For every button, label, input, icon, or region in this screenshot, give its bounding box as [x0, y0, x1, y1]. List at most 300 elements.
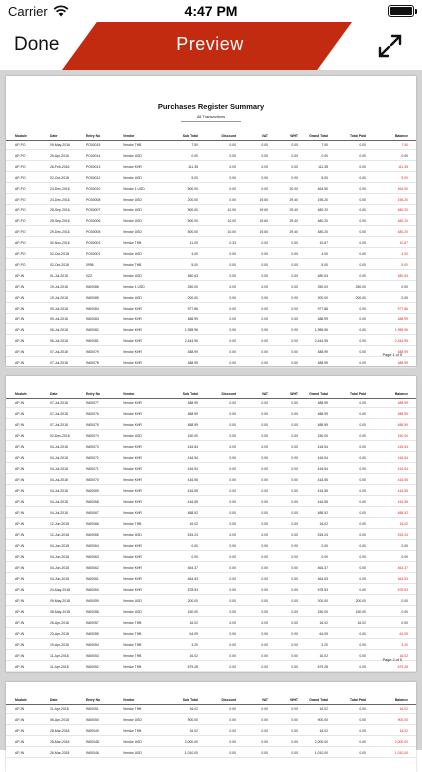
cell-module: AP-IN — [15, 577, 25, 581]
table-row — [6, 261, 416, 270]
cell-entry-no: IN00055 — [86, 632, 99, 636]
cell-discount: 0.00 — [229, 489, 236, 493]
cell-vendor: Vendor USD — [123, 751, 142, 755]
cell-wht: 0.00 — [291, 273, 298, 278]
cell-discount: 10.00 — [227, 219, 236, 224]
cell-date: 28-Sep-2016 — [50, 219, 70, 224]
cell-sub-total: 578.53 — [187, 588, 198, 592]
cell-wht: 0.00 — [291, 555, 298, 559]
cell-sub-total: 0.00 — [191, 153, 198, 158]
cell-discount: 0.00 — [229, 175, 236, 180]
table-row — [6, 348, 416, 357]
cell-wht: 0.00 — [291, 423, 298, 427]
cell-total-paid: 200.00 — [355, 295, 366, 300]
cell-vendor: Vendor THB — [123, 143, 142, 147]
cell-wht: 29.40 — [289, 230, 298, 235]
cell-vat: 0.00 — [261, 273, 268, 278]
cell-vat: 0.00 — [261, 577, 268, 581]
cell-date: 04-Jun-2018 — [50, 555, 70, 559]
nav-bar — [0, 22, 422, 70]
cell-wht: 29.40 — [289, 208, 298, 213]
cell-sub-total: 416.54 — [187, 467, 198, 471]
cell-vendor: Vendor KHR — [123, 478, 142, 482]
cell-module: AP-IN — [15, 751, 25, 755]
cell-entry-no: IN00054 — [86, 643, 99, 647]
table-row — [6, 206, 416, 215]
cell-discount: 0.00 — [229, 718, 236, 722]
cell-date: 04-Jul-2018 — [50, 456, 68, 460]
cell-total-paid: 0.00 — [359, 489, 366, 493]
table-row — [6, 738, 416, 747]
table-row — [6, 705, 416, 714]
table-row — [6, 283, 416, 292]
cell-total-paid: 0.00 — [359, 445, 366, 449]
table-row — [6, 542, 416, 551]
cell-total-paid: 0.00 — [359, 219, 366, 224]
cell-vendor: Vendor THB — [123, 262, 142, 267]
column-header-module: Module — [15, 698, 27, 702]
cell-sub-total: 5.00 — [191, 175, 198, 180]
cell-discount: 0.00 — [229, 143, 236, 147]
cell-balance: 2,444.95 — [394, 339, 408, 344]
column-header-vat: VAT — [261, 134, 268, 138]
cell-sub-total: 416.55 — [187, 489, 198, 493]
cell-date: 06-Jul-2018 — [50, 328, 68, 333]
cell-entry-no: PO00010 — [86, 186, 101, 191]
cell-vat: 0.00 — [261, 186, 268, 191]
cell-module: AP-IN — [15, 350, 25, 355]
cell-module: AP-IN — [15, 434, 25, 438]
cell-vendor: Vendor KHR — [123, 544, 142, 548]
cell-module: AP-IN — [15, 295, 25, 300]
cell-date: 09-Jul-2018 — [50, 306, 68, 311]
table-row — [6, 315, 416, 324]
column-header-balance: Balance — [394, 392, 408, 396]
cell-vat: 0.00 — [261, 401, 268, 405]
cell-discount: 0.00 — [229, 153, 236, 158]
column-header-entry-no: Entry No — [86, 698, 101, 702]
cell-date: 11-Apr-2018 — [50, 707, 69, 711]
cell-vendor: Vendor THB — [123, 729, 142, 733]
cell-vat: 0.00 — [261, 350, 268, 355]
cell-module: AP-PO — [15, 153, 26, 158]
cell-date: 04-Jun-2018 — [50, 566, 70, 570]
cell-total-paid: 0.00 — [359, 478, 366, 482]
column-header-date: Date — [50, 134, 58, 138]
cell-total-paid: 0.00 — [359, 153, 366, 158]
cell-module: AP-IN — [15, 654, 25, 658]
cell-vat: 19.60 — [259, 197, 268, 202]
cell-vendor: Vendor KHR — [123, 467, 142, 471]
cell-date: 08-May-2018 — [50, 610, 70, 614]
cell-vendor: Vendor USD — [123, 273, 142, 278]
cell-module: AP-PO — [15, 230, 26, 235]
cell-sub-total: 5.00 — [191, 262, 198, 267]
cell-vendor: Vendor KHR — [123, 423, 142, 427]
cell-date: 04-Jun-2018 — [50, 544, 70, 548]
cell-sub-total: 464.37 — [187, 566, 198, 570]
cell-grand-total: 2,000.00 — [314, 740, 328, 744]
cell-vendor: Vendor KHR — [123, 361, 142, 365]
cell-total-paid: 0.00 — [359, 566, 366, 570]
cell-total-paid: 0.00 — [359, 643, 366, 647]
cell-module: AP-IN — [15, 511, 25, 515]
cell-grand-total: 488.99 — [317, 317, 328, 322]
cell-balance: 16.02 — [399, 707, 408, 711]
cell-entry-no: IN00075 — [86, 423, 99, 427]
cell-entry-no: PO00005 — [86, 230, 101, 235]
table-row — [6, 359, 416, 368]
table-row — [6, 663, 416, 672]
cell-module: AP-PO — [15, 219, 26, 224]
cell-module: AP-IN — [15, 599, 25, 603]
cell-module: AP-IN — [15, 718, 25, 722]
cell-wht: 0.00 — [291, 284, 298, 289]
table-row — [6, 575, 416, 584]
cell-entry-no: PO00003 — [86, 241, 101, 246]
cell-discount: 0.00 — [229, 306, 236, 311]
cell-entry-no: IN00062 — [86, 566, 99, 570]
cell-discount: 0.00 — [229, 423, 236, 427]
cell-discount: 0.00 — [229, 555, 236, 559]
cell-date: 19-Jul-2018 — [50, 284, 68, 289]
cell-module: AP-IN — [15, 412, 25, 416]
nav-title: Preview — [176, 34, 244, 54]
cell-balance: 416.54 — [397, 445, 408, 449]
cell-wht: 0.00 — [291, 339, 298, 344]
column-header-module: Module — [15, 134, 27, 138]
cell-grand-total: 0.00 — [321, 153, 328, 158]
cell-balance: 488.99 — [397, 423, 408, 427]
cell-sub-total: 500.00 — [187, 230, 198, 235]
cell-wht: 0.00 — [291, 456, 298, 460]
cell-wht: 0.00 — [291, 306, 298, 311]
cell-entry-no: PO00001 — [86, 252, 101, 256]
cell-grand-total: 2,444.95 — [314, 339, 328, 344]
cell-sub-total: 416.55 — [187, 500, 198, 504]
cell-date: 26-Apr-2018 — [50, 621, 69, 625]
document-preview[interactable] — [0, 70, 422, 755]
cell-total-paid: 0.00 — [359, 665, 366, 669]
cell-sub-total: 200.00 — [187, 197, 198, 202]
table-row — [6, 228, 416, 237]
cell-module: AP-PO — [15, 186, 26, 191]
cell-balance: 7.50 — [401, 143, 408, 147]
cell-date: 04-Jun-2018 — [50, 577, 70, 581]
cell-grand-total: 0.00 — [321, 544, 328, 548]
cell-vendor: Vendor 1 USD — [123, 186, 145, 191]
cell-module: AP-IN — [15, 621, 25, 625]
cell-grand-total: 4.00 — [321, 252, 328, 256]
cell-total-paid: 0.00 — [359, 175, 366, 180]
cell-module: AP-IN — [15, 478, 25, 482]
cell-entry-no: IN00084 — [86, 306, 99, 311]
cell-vat: 0.00 — [261, 500, 268, 504]
cell-vat: 0.00 — [261, 522, 268, 526]
cell-total-paid: 150.00 — [355, 610, 366, 614]
cell-balance: 488.99 — [397, 317, 408, 322]
cell-vendor: Vendor USD — [123, 219, 142, 224]
cell-vat: 0.00 — [261, 555, 268, 559]
cell-vendor: Vendor THB — [123, 621, 142, 625]
cell-date: 26-Mar-2018 — [50, 751, 70, 755]
cell-grand-total: 480.20 — [317, 219, 328, 224]
cell-module: AP-IN — [15, 328, 25, 333]
cell-balance: 679.28 — [397, 665, 408, 669]
report-page — [6, 376, 416, 672]
cell-balance: 480.20 — [397, 230, 408, 235]
cell-date: 25-Apr-2016 — [50, 153, 69, 158]
cell-entry-no: PO00008 — [86, 197, 101, 202]
cell-total-paid: 0.00 — [359, 740, 366, 744]
cell-vat: 19.60 — [259, 219, 268, 224]
cell-balance: 196.20 — [397, 197, 408, 202]
cell-vendor: Vendor THB — [123, 707, 142, 711]
cell-date: 24-Dec-2016 — [50, 186, 70, 191]
cell-grand-total: 5.00 — [321, 262, 328, 267]
cell-module: AP-IN — [15, 500, 25, 504]
cell-total-paid: 0.00 — [359, 361, 366, 365]
done-button[interactable]: Done — [14, 34, 60, 55]
cell-total-paid: 200.00 — [355, 599, 366, 603]
cell-vat: 0.00 — [261, 632, 268, 636]
cell-entry-no: IN00065 — [86, 533, 99, 537]
table-header — [6, 390, 416, 399]
cell-date: 07-Jul-2018 — [50, 423, 68, 427]
cell-vendor: Vendor USD — [123, 153, 142, 158]
column-header-total-paid: Total Paid — [350, 134, 366, 138]
table-row — [6, 652, 416, 661]
cell-entry-no: 0998 — [86, 262, 94, 267]
cell-vendor: Vendor KHR — [123, 566, 142, 570]
cell-grand-total: 5.00 — [321, 175, 328, 180]
cell-module: AP-IN — [15, 566, 25, 570]
cell-entry-no: IN00067 — [86, 511, 99, 515]
cell-grand-total: 16.02 — [319, 621, 328, 625]
cell-date: 09-Jul-2018 — [50, 317, 68, 322]
cell-wht: 0.00 — [291, 577, 298, 581]
column-header-date: Date — [50, 698, 58, 702]
cell-discount: 0.00 — [229, 445, 236, 449]
cell-total-paid: 0.00 — [359, 306, 366, 311]
cell-wht: 0.00 — [291, 740, 298, 744]
cell-grand-total: 488.99 — [317, 350, 328, 355]
cell-balance: 1,955.96 — [394, 328, 408, 333]
cell-module: AP-IN — [15, 423, 25, 427]
cell-vat: 0.00 — [261, 361, 268, 365]
carrier-label: Carrier — [8, 3, 48, 19]
cell-discount: 0.00 — [229, 632, 236, 636]
cell-module: AP-PO — [15, 262, 26, 267]
column-header-entry-no: Entry No — [86, 392, 101, 396]
cell-wht: 0.00 — [291, 478, 298, 482]
table-row — [6, 727, 416, 736]
cell-grand-total: 1,010.00 — [314, 751, 328, 755]
cell-total-paid: 0.00 — [359, 456, 366, 460]
cell-module: AP-IN — [15, 317, 25, 322]
cell-discount: 0.00 — [229, 500, 236, 504]
cell-entry-no: IN00050 — [86, 718, 99, 722]
column-header-total-paid: Total Paid — [350, 698, 366, 702]
cell-discount: 0.00 — [229, 328, 236, 333]
cell-sub-total: 488.99 — [187, 350, 198, 355]
cell-wht: 0.00 — [291, 707, 298, 711]
cell-grand-total: 464.50 — [317, 186, 328, 191]
cell-entry-no: IN00049 — [86, 729, 99, 733]
cell-sub-total: 900.00 — [187, 718, 198, 722]
column-header-module: Module — [15, 392, 27, 396]
column-header-wht: WHT — [290, 392, 298, 396]
column-header-grand-total: Grand Total — [309, 134, 328, 138]
cell-entry-no: IN00085 — [86, 295, 99, 300]
table-row — [6, 326, 416, 335]
cell-total-paid: 0.00 — [359, 401, 366, 405]
cell-total-paid: 0.00 — [359, 729, 366, 733]
cell-wht: 0.00 — [291, 445, 298, 449]
cell-date: 24-May-2018 — [50, 588, 70, 592]
cell-balance: 488.99 — [397, 361, 408, 365]
status-time: 4:47 PM — [184, 3, 238, 19]
cell-wht: 29.40 — [289, 219, 298, 224]
cell-entry-no: PO00013 — [86, 164, 101, 169]
cell-discount: 0.00 — [229, 339, 236, 344]
cell-balance: 0.00 — [401, 621, 408, 625]
cell-wht: 0.00 — [291, 401, 298, 405]
cell-grand-total: 464.37 — [317, 566, 328, 570]
cell-date: 12-Jun-2018 — [50, 533, 70, 537]
cell-grand-total: 416.54 — [317, 445, 328, 449]
cell-balance: 16.02 — [399, 654, 408, 658]
cell-total-paid: 0.00 — [359, 328, 366, 333]
cell-wht: 0.00 — [291, 729, 298, 733]
cell-total-paid: 16.02 — [357, 621, 366, 625]
table-row — [6, 630, 416, 639]
cell-sub-total: 16.02 — [189, 707, 198, 711]
cell-wht: 0.00 — [291, 751, 298, 755]
cell-grand-total: 111.35 — [318, 164, 328, 169]
cell-discount: 10.00 — [227, 230, 236, 235]
cell-total-paid: 0.00 — [359, 632, 366, 636]
cell-discount: 0.00 — [229, 284, 236, 289]
cell-vendor: Vendor KHR — [123, 317, 142, 322]
cell-vendor: Vendor KHR — [123, 339, 142, 344]
cell-discount: 0.00 — [229, 252, 236, 256]
report-title: Purchases Register Summary — [157, 102, 265, 111]
cell-date: 07-Jul-2018 — [50, 350, 68, 355]
cell-module: AP-IN — [15, 401, 25, 405]
cell-discount: 0.00 — [229, 262, 236, 267]
cell-discount: 0.00 — [229, 588, 236, 592]
cell-date: 19-Apr-2018 — [50, 643, 69, 647]
cell-grand-total: 10.67 — [319, 241, 328, 246]
cell-balance: 0.00 — [401, 284, 408, 289]
cell-sub-total: 488.99 — [187, 412, 198, 416]
column-header-wht: WHT — [290, 698, 298, 702]
cell-vat: 0.00 — [261, 175, 268, 180]
cell-grand-total: 900.00 — [317, 718, 328, 722]
cell-sub-total: 488.99 — [187, 423, 198, 427]
table-row — [6, 141, 416, 150]
cell-vendor: Vendor USD — [123, 740, 142, 744]
cell-date: 11-Apr-2018 — [50, 654, 69, 658]
cell-vendor: Vendor KHR — [123, 306, 142, 311]
cell-discount: 10.00 — [227, 208, 236, 213]
cell-wht: 0.00 — [291, 252, 298, 256]
cell-grand-total: 16.02 — [319, 729, 328, 733]
cell-vat: 0.00 — [261, 707, 268, 711]
table-row — [6, 498, 416, 507]
cell-wht: 0.00 — [291, 665, 298, 669]
cell-date: 29-Dec-2016 — [50, 230, 70, 235]
cell-sub-total: 16.02 — [189, 654, 198, 658]
cell-sub-total: 2,000.00 — [184, 740, 198, 744]
cell-entry-no: PO00012 — [86, 175, 101, 180]
cell-date: 02-Dec-2018 — [50, 434, 70, 438]
cell-discount: 0.00 — [229, 467, 236, 471]
cell-total-paid: 0.00 — [359, 143, 366, 147]
cell-vendor: Vendor KHR — [123, 555, 142, 559]
cell-module: AP-IN — [15, 489, 25, 493]
cell-module: AP-IN — [15, 456, 25, 460]
cell-wht: 0.00 — [291, 599, 298, 603]
table-row — [6, 421, 416, 430]
cell-balance: 488.99 — [397, 412, 408, 416]
cell-vat: 0.00 — [261, 489, 268, 493]
cell-date: 30-Nov-2016 — [50, 241, 70, 246]
cell-sub-total: 500.00 — [187, 208, 198, 213]
page-number: Page 2 of 5 — [382, 658, 402, 662]
cell-grand-total: 416.55 — [317, 500, 328, 504]
cell-module: AP-IN — [15, 273, 25, 278]
cell-total-paid: 0.00 — [359, 500, 366, 504]
cell-vendor: Vendor KHR — [123, 445, 142, 449]
cell-vendor: Vendor KHR — [123, 500, 142, 504]
cell-entry-no: IN00073 — [86, 445, 99, 449]
cell-balance: 480.20 — [397, 208, 408, 213]
cell-balance: 0.00 — [401, 599, 408, 603]
cell-total-paid: 0.00 — [359, 317, 366, 322]
cell-total-paid: 0.00 — [359, 522, 366, 526]
table-header — [6, 132, 416, 141]
cell-vat: 0.00 — [261, 241, 268, 246]
cell-vendor: Vendor KHR — [123, 588, 142, 592]
cell-vat: 0.00 — [261, 610, 268, 614]
cell-sub-total: 1,955.96 — [184, 328, 198, 333]
cell-balance: 2,000.00 — [394, 740, 408, 744]
report-page — [6, 76, 416, 366]
cell-discount: 0.00 — [229, 350, 236, 355]
column-header-grand-total: Grand Total — [309, 698, 328, 702]
cell-wht: 29.40 — [289, 197, 298, 202]
cell-sub-total: 416.54 — [187, 445, 198, 449]
cell-entry-no: IN00069 — [86, 489, 99, 493]
cell-vendor: Vendor THB — [123, 643, 142, 647]
cell-sub-total: 488.99 — [187, 361, 198, 365]
expand-arrows-icon[interactable] — [376, 32, 404, 60]
cell-sub-total: 977.86 — [187, 306, 198, 311]
cell-balance: 150.00 — [397, 434, 408, 438]
cell-vat: 0.00 — [261, 751, 268, 755]
cell-sub-total: 64.09 — [189, 632, 198, 636]
cell-vat: 0.00 — [261, 252, 268, 256]
cell-vat: 0.00 — [261, 718, 268, 722]
cell-grand-total: 488.99 — [317, 361, 328, 365]
column-header-grand-total: Grand Total — [309, 392, 328, 396]
cell-grand-total: 196.20 — [317, 197, 328, 202]
cell-discount: 0.00 — [229, 186, 236, 191]
cell-date: 19-Jul-2018 — [50, 295, 68, 300]
cell-sub-total: 11.00 — [189, 241, 198, 246]
